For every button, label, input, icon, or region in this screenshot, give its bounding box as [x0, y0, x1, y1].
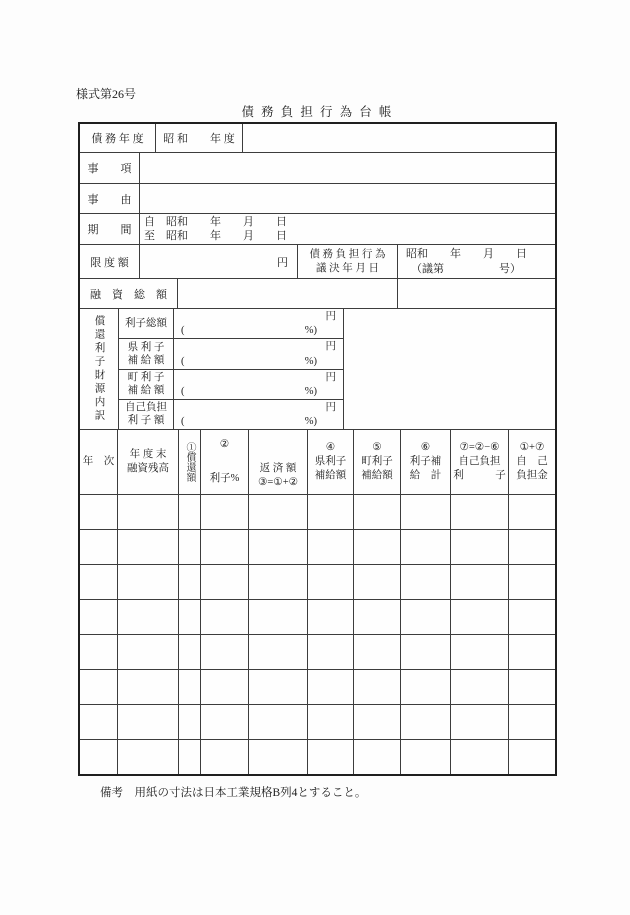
ledger-cell — [354, 740, 401, 774]
paren-open: ( — [181, 325, 185, 337]
financing-value-cell — [178, 279, 398, 308]
resolution-number: （議第 号） — [411, 262, 521, 275]
ledger-cell — [451, 530, 509, 564]
ledger-cell — [118, 670, 179, 704]
yen-unit: 円 — [325, 401, 336, 413]
ledger-cell — [179, 635, 201, 669]
ledger-cell — [451, 670, 509, 704]
form-table — [78, 122, 557, 776]
ledger-cell — [509, 495, 555, 529]
ledger-cell — [249, 495, 308, 529]
ledger-cell — [509, 600, 555, 634]
header-line: 融資残高 — [127, 463, 169, 474]
ledger-cell — [249, 635, 308, 669]
breakdown-value-cell — [174, 309, 343, 338]
ledger-row — [80, 600, 555, 635]
ledger-cell — [179, 670, 201, 704]
ledger-cell — [249, 530, 308, 564]
ledger-cell — [201, 705, 249, 739]
ledger-cell — [354, 600, 401, 634]
header-line: 返 済 額 — [259, 463, 297, 474]
debt-year-label: 債 務 年 度 — [80, 124, 156, 152]
ledger-cell — [179, 600, 201, 634]
ledger-cell — [118, 635, 179, 669]
period-label: 期 間 — [80, 214, 140, 244]
ledger-cell — [179, 705, 201, 739]
ledger-cell — [451, 495, 509, 529]
ledger-cell — [179, 565, 201, 599]
ledger-cell — [308, 635, 354, 669]
breakdown-value-cell — [174, 370, 343, 399]
header-line: 補給額 — [314, 470, 347, 481]
reason-label: 事 由 — [80, 184, 140, 213]
header-line: 自 己 — [516, 456, 548, 467]
limit-label: 限 度 額 — [80, 245, 140, 278]
ledger-cell — [451, 705, 509, 739]
row-item — [80, 153, 555, 184]
ledger-empty-rows — [80, 495, 555, 774]
ledger-header-row — [80, 430, 555, 495]
ledger-cell — [201, 670, 249, 704]
ledger-cell — [401, 565, 451, 599]
period-from: 自 昭和 年 月 日 — [144, 216, 287, 228]
ledger-cell — [249, 740, 308, 774]
ledger-cell — [80, 705, 118, 739]
row-period — [80, 214, 555, 245]
yen-unit: 円 — [325, 371, 336, 383]
ledger-cell — [118, 600, 179, 634]
breakdown-row-pref-subsidy — [119, 339, 343, 369]
row-limit — [80, 245, 555, 279]
header-vertical-text: ①償還額 — [184, 442, 195, 482]
period-value-cell — [140, 214, 555, 244]
ledger-cell — [354, 635, 401, 669]
header-line: 利 子 — [453, 470, 506, 481]
limit-value-cell — [140, 245, 298, 278]
ledger-cell — [201, 495, 249, 529]
ledger-cell — [249, 670, 308, 704]
ledger-cell — [201, 740, 249, 774]
percent-close: %) — [304, 416, 317, 427]
period-to: 至 昭和 年 月 日 — [144, 230, 287, 242]
breakdown-row-town-subsidy — [119, 370, 343, 400]
ledger-row — [80, 530, 555, 565]
header-line: 年 次 — [82, 456, 115, 467]
header-line: 県利子 — [314, 456, 347, 467]
header-line: ④ — [325, 442, 336, 453]
ledger-cell — [80, 600, 118, 634]
ledger-cell — [354, 670, 401, 704]
ledger-cell — [308, 530, 354, 564]
breakdown-label-line: 県 利 子 — [127, 341, 165, 353]
form-number: 様式第26号 — [76, 87, 137, 101]
ledger-cell — [201, 600, 249, 634]
breakdown-label-line: 利 子 額 — [127, 415, 165, 427]
ledger-header-yearend-balance — [118, 430, 179, 494]
ledger-cell — [308, 600, 354, 634]
ledger-cell — [401, 600, 451, 634]
item-label: 事 項 — [80, 153, 140, 183]
resolution-date-cell — [398, 245, 555, 278]
ledger-row — [80, 565, 555, 600]
ledger-cell — [451, 635, 509, 669]
ledger-cell — [179, 740, 201, 774]
ledger-cell — [179, 495, 201, 529]
percent-close: %) — [304, 325, 317, 337]
breakdown-label-line: 補 給 額 — [127, 354, 165, 366]
ledger-cell — [401, 705, 451, 739]
ledger-cell — [179, 530, 201, 564]
ledger-row — [80, 670, 555, 705]
limit-unit: 円 — [277, 256, 288, 269]
item-value-cell — [140, 153, 555, 183]
section-interest-breakdown — [80, 309, 555, 430]
ledger-cell — [118, 495, 179, 529]
ledger-header-town-subsidy — [354, 430, 401, 494]
header-line: ② — [219, 439, 230, 450]
breakdown-label — [119, 339, 174, 368]
resolution-label-line1: 債 務 負 担 行 為 — [309, 248, 386, 260]
header-line: 利子% — [209, 473, 240, 484]
percent-close: %) — [304, 385, 317, 397]
paren-open: ( — [181, 416, 185, 427]
ledger-header-repayment — [179, 430, 201, 494]
header-line: 町利子 — [361, 456, 393, 467]
header-line: ①+⑦ — [519, 442, 545, 453]
breakdown-value-cell — [174, 400, 343, 429]
ledger-header-self-interest — [451, 430, 509, 494]
ledger-cell — [401, 740, 451, 774]
breakdown-label-line: 自己負担 — [125, 402, 167, 414]
header-line: 補給額 — [361, 470, 393, 481]
debt-year-value-cell — [243, 124, 555, 152]
financing-label: 融 資 総 額 — [80, 279, 178, 308]
breakdown-blank-cell — [344, 309, 555, 429]
header-line: ③=①+② — [257, 477, 299, 488]
header-line: 年 度 末 — [129, 449, 167, 460]
header-line: 負担金 — [516, 470, 548, 481]
header-line: 給 計 — [409, 470, 442, 481]
header-line: ⑤ — [372, 442, 382, 453]
resolution-date: 昭和 年 月 日 — [406, 247, 527, 260]
resolution-label — [298, 245, 398, 278]
ledger-cell — [451, 740, 509, 774]
breakdown-row-self-interest — [119, 400, 343, 429]
ledger-cell — [308, 565, 354, 599]
ledger-header-pref-subsidy — [308, 430, 354, 494]
ledger-header-self-burden — [509, 430, 555, 494]
ledger-row — [80, 495, 555, 530]
ledger-cell — [249, 705, 308, 739]
ledger-cell — [401, 670, 451, 704]
ledger-cell — [451, 565, 509, 599]
ledger-row — [80, 740, 555, 774]
ledger-cell — [118, 565, 179, 599]
ledger-row — [80, 635, 555, 670]
ledger-cell — [401, 530, 451, 564]
breakdown-row-total-interest — [119, 309, 343, 339]
ledger-cell — [401, 495, 451, 529]
ledger-cell — [509, 565, 555, 599]
remark-note: 備考 用紙の寸法は日本工業規格B列4とすること。 — [100, 787, 367, 799]
ledger-cell — [451, 600, 509, 634]
ledger-cell — [201, 565, 249, 599]
ledger-cell — [80, 495, 118, 529]
ledger-header-total-repayment — [249, 430, 308, 494]
ledger-cell — [509, 670, 555, 704]
ledger-cell — [354, 705, 401, 739]
financing-extra-cell — [398, 279, 555, 308]
header-line: ⑦=②−⑥ — [459, 442, 500, 453]
ledger-cell — [308, 495, 354, 529]
ledger-cell — [80, 565, 118, 599]
ledger-cell — [80, 670, 118, 704]
percent-close: %) — [304, 355, 317, 367]
reason-value-cell — [140, 184, 555, 213]
ledger-row — [80, 705, 555, 740]
ledger-cell — [249, 565, 308, 599]
breakdown-label-line: 補 給 額 — [127, 385, 165, 397]
ledger-cell — [308, 740, 354, 774]
yen-unit: 円 — [325, 311, 336, 322]
ledger-cell — [80, 635, 118, 669]
resolution-label-line2: 議 決 年 月 日 — [316, 262, 379, 274]
ledger-cell — [118, 740, 179, 774]
paren-open: ( — [181, 385, 185, 397]
ledger-cell — [80, 740, 118, 774]
ledger-cell — [118, 705, 179, 739]
ledger-cell — [249, 600, 308, 634]
ledger-cell — [201, 530, 249, 564]
ledger-cell — [354, 495, 401, 529]
yen-unit: 円 — [325, 341, 336, 353]
breakdown-vertical-label-cell — [80, 309, 119, 429]
ledger-cell — [401, 635, 451, 669]
ledger-cell — [201, 635, 249, 669]
ledger-cell — [509, 530, 555, 564]
breakdown-label — [119, 370, 174, 399]
header-line: ⑥ — [420, 442, 431, 453]
breakdown-label — [119, 309, 174, 338]
ledger-cell — [80, 530, 118, 564]
ledger-header-subsidy-total — [401, 430, 451, 494]
row-debt-year — [80, 124, 555, 153]
ledger-cell — [354, 530, 401, 564]
ledger-cell — [118, 530, 179, 564]
paren-open: ( — [181, 355, 185, 367]
row-reason — [80, 184, 555, 214]
ledger-cell — [308, 670, 354, 704]
header-line: 利子補 — [409, 456, 442, 467]
breakdown-label-line: 町 利 子 — [127, 372, 165, 384]
breakdown-value-cell — [174, 339, 343, 368]
breakdown-rows — [119, 309, 344, 429]
header-line: 自己負担 — [458, 456, 501, 467]
ledger-cell — [308, 705, 354, 739]
breakdown-label-line: 利子総額 — [125, 318, 167, 330]
ledger-cell — [509, 740, 555, 774]
breakdown-vertical-label: 償還利子財源内訳 — [93, 315, 105, 423]
ledger-cell — [509, 635, 555, 669]
ledger-cell — [509, 705, 555, 739]
breakdown-label — [119, 400, 174, 429]
debt-year-era: 昭 和 年 度 — [156, 124, 243, 152]
ledger-cell — [354, 565, 401, 599]
ledger-header-interest — [201, 430, 249, 494]
ledger-header-year — [80, 430, 118, 494]
row-financing — [80, 279, 555, 309]
page-title: 債 務 負 担 行 為 台 帳 — [241, 105, 394, 119]
